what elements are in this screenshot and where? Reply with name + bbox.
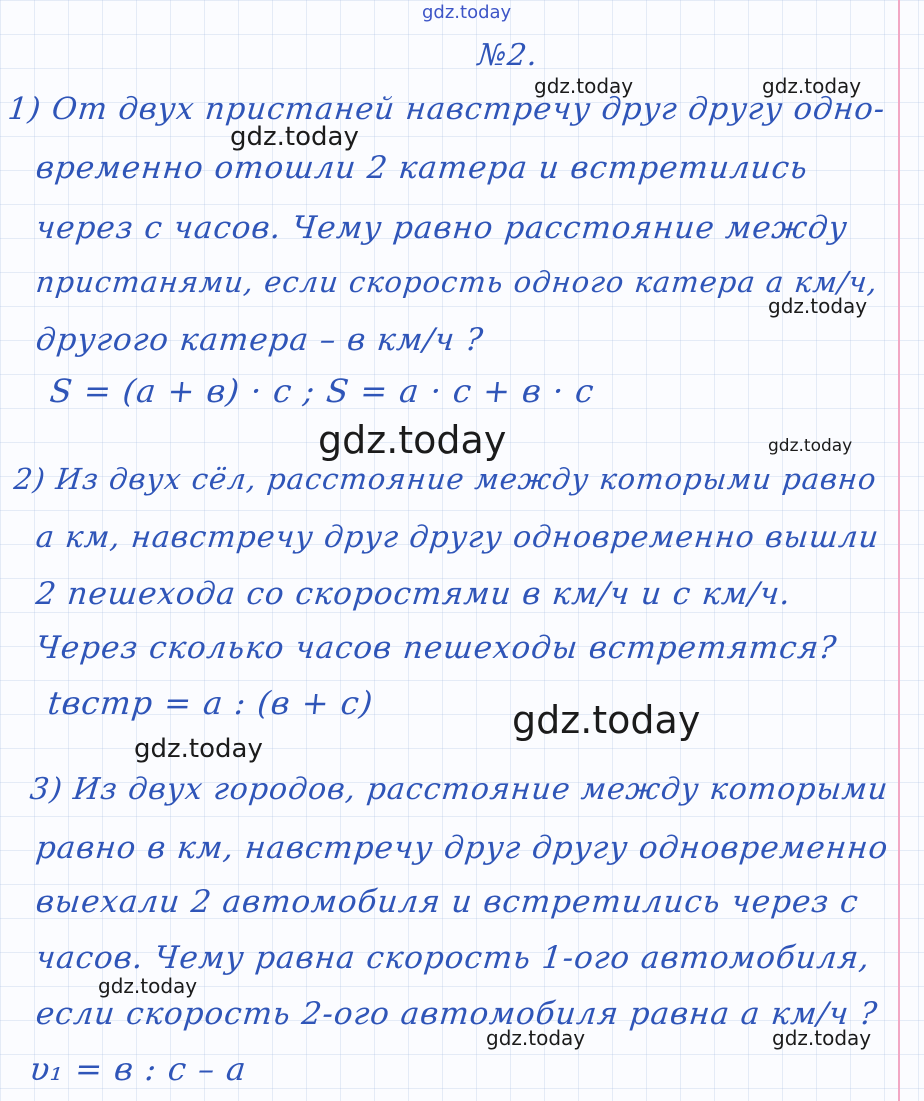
watermark-text: gdz.today — [534, 74, 634, 98]
watermark-text: gdz.today — [134, 734, 263, 764]
task2-line: 2 пешехода со скоростями в км/ч и с км/ч. — [34, 576, 793, 612]
task1-line: через с часов. Чему равно расстояние между — [34, 210, 850, 246]
watermark-text: gdz.today — [230, 122, 359, 152]
watermark-text: gdz.today — [98, 974, 198, 998]
task2-line: 2) Из двух сёл, расстояние между которыми равно — [12, 462, 879, 496]
watermark-text: gdz.today — [422, 2, 512, 23]
watermark-text: gdz.today — [512, 698, 701, 742]
task1-line: 1) От двух пристаней навстречу друг другу одно- — [6, 92, 888, 127]
task1-line: пристанями, если скорость одного катера а км/ч, — [34, 265, 880, 299]
watermark-text: gdz.today — [318, 418, 507, 462]
watermark-text: gdz.today — [768, 294, 868, 318]
task3-line: часов. Чему равна скорость 1-ого автомобиля, — [34, 940, 872, 976]
task3-line: выехали 2 автомобиля и встретились через с — [34, 884, 861, 920]
task2-line: Через сколько часов пешеходы встретятся? — [34, 630, 839, 666]
task2-formula: tвстр = a : (в + c) — [46, 684, 376, 722]
task3-line: если скорость 2-ого автомобиля равна а км/ч ? — [34, 996, 880, 1032]
watermark-text: gdz.today — [772, 1026, 872, 1050]
margin-line — [898, 0, 900, 1101]
task1-line: другого катера – в км/ч ? — [34, 322, 486, 358]
watermark-text: gdz.today — [762, 74, 862, 98]
watermark-text: gdz.today — [486, 1026, 586, 1050]
task-number: №2. — [476, 38, 540, 73]
watermark-text: gdz.today — [768, 436, 853, 456]
task3-formula: υ₁ = в : c – a — [28, 1050, 249, 1088]
task3-line: равно в км, навстречу друг другу одновременно — [34, 830, 891, 866]
task2-line: а км, навстречу друг другу одновременно вышли — [34, 520, 881, 555]
task1-formula: S = (a + в) · c ; S = a · c + в · c — [48, 372, 597, 410]
task1-line: временно отошли 2 катера и встретились — [34, 150, 810, 186]
task3-line: 3) Из двух городов, расстояние между которыми — [28, 772, 891, 807]
